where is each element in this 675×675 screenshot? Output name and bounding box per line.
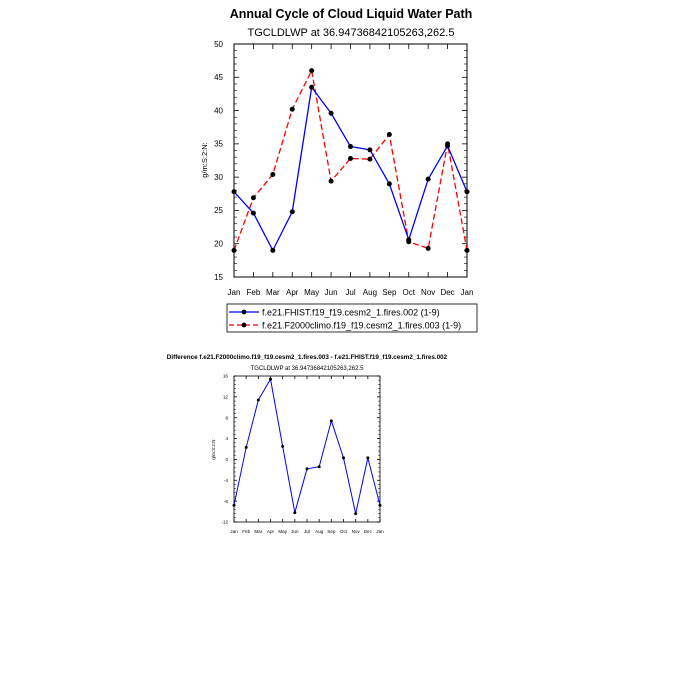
series-2-point xyxy=(251,195,256,200)
y-tick-label: 45 xyxy=(214,73,223,83)
series-2-point xyxy=(270,172,275,177)
x-tick-label: Nov xyxy=(421,288,436,297)
series-1-point xyxy=(293,511,296,514)
series-2-point xyxy=(465,248,470,253)
chart1-subtitle: TGCLDLWP at 36.94736842105263,262.5 xyxy=(247,27,455,39)
series-1-point xyxy=(318,465,321,468)
y-tick-label: 15 xyxy=(214,272,223,282)
legend-label-series-2: f.e21.F2000climo.f19_f19.cesm2_1.fires.003 (1-9) xyxy=(262,320,462,331)
y-tick-label: 16 xyxy=(222,373,228,379)
y-tick-label: -4 xyxy=(223,477,228,483)
series-2-point xyxy=(406,239,411,244)
y-tick-label: -8 xyxy=(223,498,228,504)
annual-cycle-chart xyxy=(200,7,477,332)
x-tick-label: Sep xyxy=(327,529,336,534)
x-tick-label: Mar xyxy=(254,529,263,534)
x-tick-label: Dec xyxy=(363,529,372,534)
series-1-point xyxy=(257,398,260,401)
x-tick-label: Feb xyxy=(242,529,251,534)
x-tick-label: Jan xyxy=(376,529,384,534)
series-1-point xyxy=(426,177,431,182)
difference-chart xyxy=(167,354,448,534)
y-tick-label: -12 xyxy=(221,519,228,525)
x-tick-label: Oct xyxy=(402,288,415,297)
legend-swatch-blue-marker xyxy=(242,310,247,315)
series-1-point xyxy=(290,209,295,214)
x-tick-label: Jun xyxy=(291,529,299,534)
series-2-point xyxy=(445,141,450,146)
chart2-ylabel: g/m:S:2:N: xyxy=(211,438,216,460)
y-tick-label: 50 xyxy=(214,39,223,49)
chart2-plot-frame xyxy=(234,376,380,522)
x-tick-label: Oct xyxy=(339,529,348,534)
series-1-point xyxy=(354,512,357,515)
series-1-point xyxy=(233,504,236,507)
x-tick-label: Jun xyxy=(324,288,338,297)
x-tick-label: Nov xyxy=(351,529,360,534)
x-tick-label: Jul xyxy=(345,288,356,297)
x-tick-label: Apr xyxy=(286,288,299,297)
series-1-point xyxy=(366,456,369,459)
series-1-point xyxy=(465,189,470,194)
series-2-point xyxy=(387,132,392,137)
chart1-ylabel: g/m:S:2:N: xyxy=(200,142,209,178)
x-tick-label: Dec xyxy=(440,288,455,297)
series-1-point xyxy=(379,504,382,507)
series-1-point xyxy=(281,445,284,448)
y-tick-label: 25 xyxy=(214,206,223,216)
chart2-axes xyxy=(221,374,384,534)
series-1-point xyxy=(367,147,372,152)
series-1-point xyxy=(270,248,275,253)
x-tick-label: Apr xyxy=(266,529,275,534)
y-tick-label: 40 xyxy=(214,106,223,116)
series-1-point xyxy=(232,189,237,194)
x-tick-label: Jan xyxy=(227,288,241,297)
x-tick-label: Mar xyxy=(265,288,280,297)
x-tick-label: May xyxy=(278,529,288,534)
x-tick-label: Feb xyxy=(246,288,261,297)
series-2-point xyxy=(367,157,372,162)
x-tick-label: May xyxy=(304,288,320,297)
legend-label-series-1: f.e21.FHIST.f19_f19.cesm2_1.fires.002 (1-9) xyxy=(262,307,440,318)
y-tick-label: 12 xyxy=(222,394,228,400)
series-1-point xyxy=(329,111,334,116)
y-tick-label: 30 xyxy=(214,172,223,182)
x-tick-label: Sep xyxy=(382,288,397,297)
chart2-subtitle: TGCLDLWP at 36.94736842105263,262.5 xyxy=(250,366,364,372)
series-2-point xyxy=(329,179,334,184)
series-2-point xyxy=(309,68,314,73)
y-tick-label: 4 xyxy=(225,436,228,442)
y-tick-label: 35 xyxy=(214,139,223,149)
series-2-point xyxy=(232,248,237,253)
series-1-point xyxy=(387,181,392,186)
series-1-point xyxy=(245,446,248,449)
series-1-point xyxy=(251,211,256,216)
x-tick-label: Aug xyxy=(315,529,324,534)
chart1-legend xyxy=(227,304,477,332)
series-2-point xyxy=(348,156,353,161)
y-tick-label: 0 xyxy=(225,457,228,463)
series-1-point xyxy=(306,467,309,470)
series-1-point xyxy=(309,85,314,90)
x-tick-label: Aug xyxy=(362,288,378,297)
series-2-point xyxy=(426,246,431,251)
chart2-title: Difference f.e21.F2000climo.f19_f19.cesm2_1.fires.003 - f.e21.FHIST.f19_f19.cesm2_1.fires.002 xyxy=(166,354,448,361)
chart1-series xyxy=(232,68,470,253)
series-line-1 xyxy=(234,379,380,514)
legend-swatch-red-marker xyxy=(242,323,247,328)
x-tick-label: Jul xyxy=(304,529,310,534)
chart2-series xyxy=(233,378,382,516)
series-1-point xyxy=(269,378,272,381)
x-tick-label: Jan xyxy=(230,529,238,534)
series-2-point xyxy=(290,107,295,112)
x-tick-label: Jan xyxy=(460,288,474,297)
series-1-point xyxy=(342,456,345,459)
y-tick-label: 20 xyxy=(214,239,223,249)
y-tick-label: 8 xyxy=(225,415,228,421)
chart1-title: Annual Cycle of Cloud Liquid Water Path xyxy=(229,7,473,21)
series-1-point xyxy=(330,419,333,422)
series-1-point xyxy=(348,144,353,149)
